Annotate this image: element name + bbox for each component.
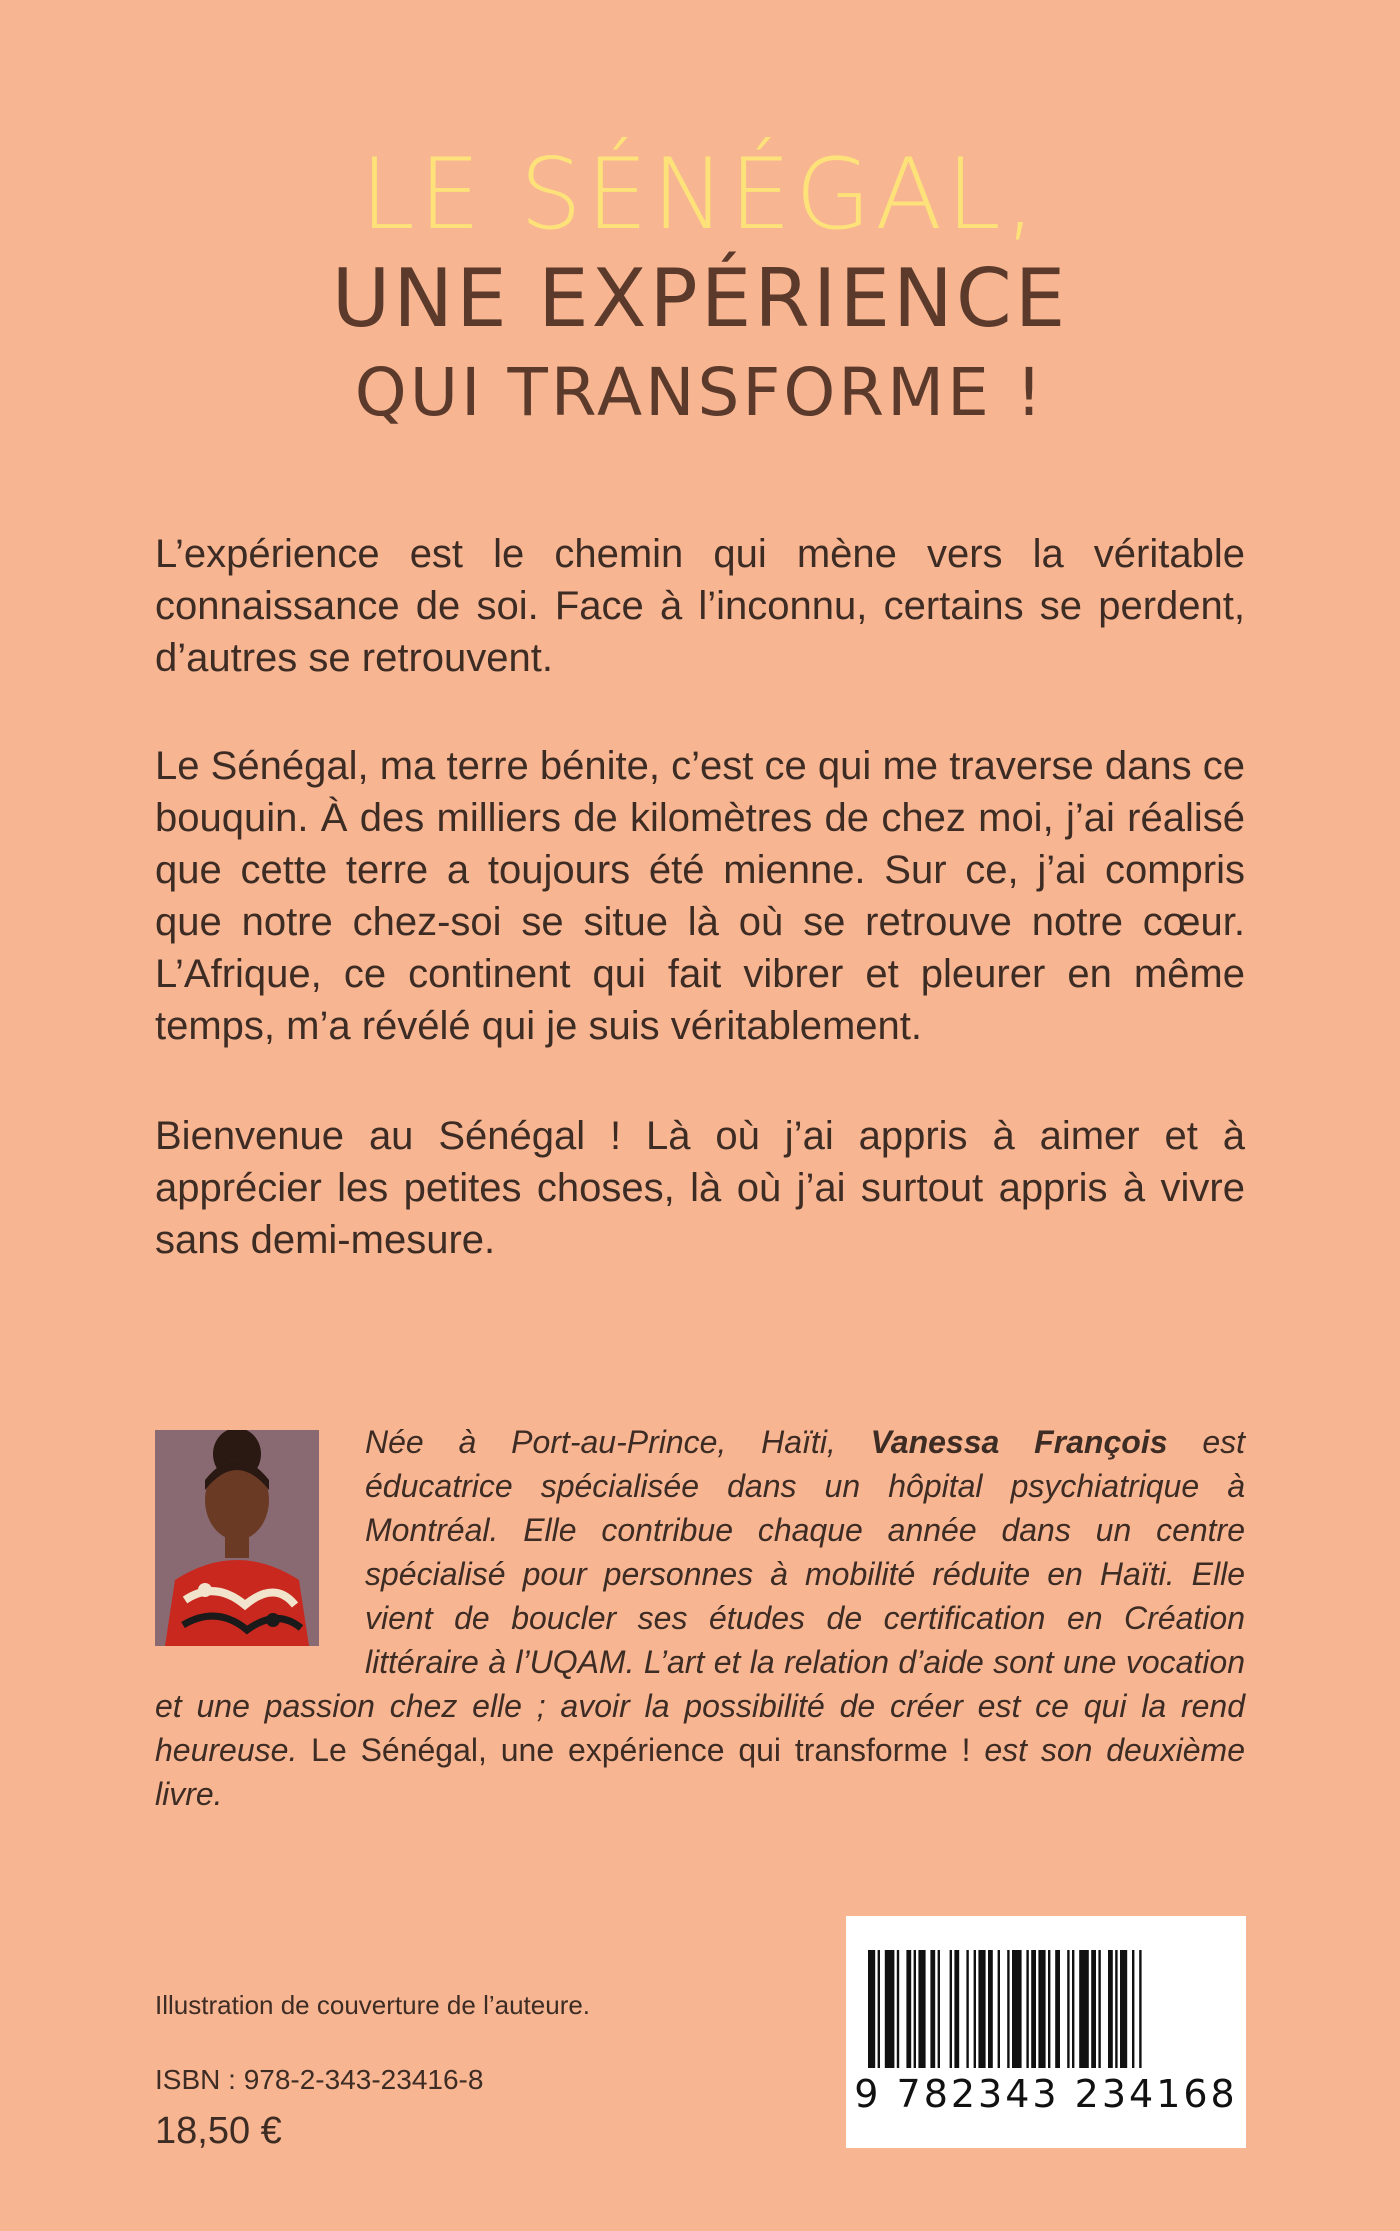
- barcode-bar: [897, 1950, 899, 2068]
- barcode-bar: [954, 1950, 959, 2068]
- barcode-bar: [1072, 1950, 1074, 2068]
- title-line-1: LE SÉNÉGAL,: [360, 138, 1040, 252]
- barcode-bar: [878, 1950, 880, 2068]
- barcode-bar: [1108, 1950, 1113, 2068]
- bio-intro: Née à Port-au-Prince, Haïti,: [365, 1424, 871, 1460]
- barcode-bar: [988, 1950, 993, 2068]
- bio-outro: est son deuxième livre.: [155, 1732, 1246, 1812]
- barcode-bar: [918, 1950, 925, 2068]
- barcode-bar: [868, 1950, 875, 2068]
- barcode-bar: [998, 1950, 1000, 2068]
- barcode-bar: [966, 1950, 968, 2068]
- barcode-bar: [1120, 1950, 1127, 2068]
- isbn: ISBN : 978-2-343-23416-8: [155, 2064, 484, 2095]
- barcode-bar: [938, 1950, 940, 2068]
- author-bio: [155, 1420, 1245, 1816]
- barcode-bar: [885, 1950, 895, 2068]
- bio-main: est éducatrice spécialisée dans un hôpital psychiatrique à Montréal. Elle contribue chaque année dans un centre spécialisé pour personnes à mobilité réduite en Haïti. Elle vient de boucler ses études de certification en Création littéraire à l’UQAM. L’art et la relation d’aide sont une vocation et une passion chez elle ; avoir la possibilité de créer est ce qui la rend heureuse.: [155, 1424, 1245, 1768]
- barcode-bar: [1115, 1950, 1117, 2068]
- barcode-bar: [1038, 1950, 1045, 2068]
- blurb-paragraph-3: Bienvenue au Sénégal ! Là où j’ai appris à aimer et à apprécier les petites choses, là où j’ai surtout appris à vivre sans demi-mesure.: [155, 1114, 1245, 1262]
- barcode-bar: [950, 1950, 952, 2068]
- barcode-bar: [1055, 1950, 1060, 2068]
- barcode-bars: [846, 1916, 1246, 2076]
- blurb-paragraph-1: L’expérience est le chemin qui mène vers la véritable connaissance de soi. Face à l’inconnu, certains se perdent, d’autres se retrouvent.: [155, 532, 1245, 680]
- barcode-bar: [906, 1950, 911, 2068]
- barcode: [846, 1916, 1246, 2148]
- barcode-digits: 9 782343 234168: [854, 2072, 1238, 2116]
- book-title: [0, 140, 1400, 438]
- barcode-bar: [1026, 1950, 1028, 2068]
- barcode-bar: [914, 1950, 916, 2068]
- barcode-bar: [974, 1950, 976, 2068]
- bio-book-title: Le Sénégal, une expérience qui transforme !: [311, 1732, 985, 1768]
- barcode-bar: [1007, 1950, 1009, 2068]
- barcode-bar: [1132, 1950, 1134, 2068]
- author-name: Vanessa François: [870, 1424, 1203, 1460]
- barcode-bar: [1098, 1950, 1100, 2068]
- barcode-bar: [1048, 1950, 1050, 2068]
- illustration-credit: Illustration de couverture de l’auteure.: [155, 1990, 591, 2020]
- barcode-bar: [1091, 1950, 1096, 2068]
- title-line-3: QUI TRANSFORME !: [354, 354, 1046, 431]
- barcode-bar: [1031, 1950, 1036, 2068]
- barcode-bar: [1067, 1950, 1069, 2068]
- title-line-2: UNE EXPÉRIENCE: [331, 252, 1069, 345]
- barcode-bar: [1139, 1950, 1141, 2068]
- barcode-bar: [930, 1950, 935, 2068]
- barcode-bar: [978, 1950, 985, 2068]
- price: 18,50 €: [155, 2110, 282, 2152]
- barcode-bar: [1012, 1950, 1022, 2068]
- barcode-bar: [1079, 1950, 1089, 2068]
- blurb-paragraph-2: Le Sénégal, ma terre bénite, c’est ce qui me traverse dans ce bouquin. À des milliers de kilomètres de chez moi, j’ai réalisé que cette terre a toujours été mienne. Sur ce, j’ai compris que notre chez-soi se situe là où se retrouve notre cœur. L’Afrique, ce continent qui fait vibrer et pleurer en même temps, m’a révélé qui je suis véritablement.: [155, 744, 1245, 1048]
